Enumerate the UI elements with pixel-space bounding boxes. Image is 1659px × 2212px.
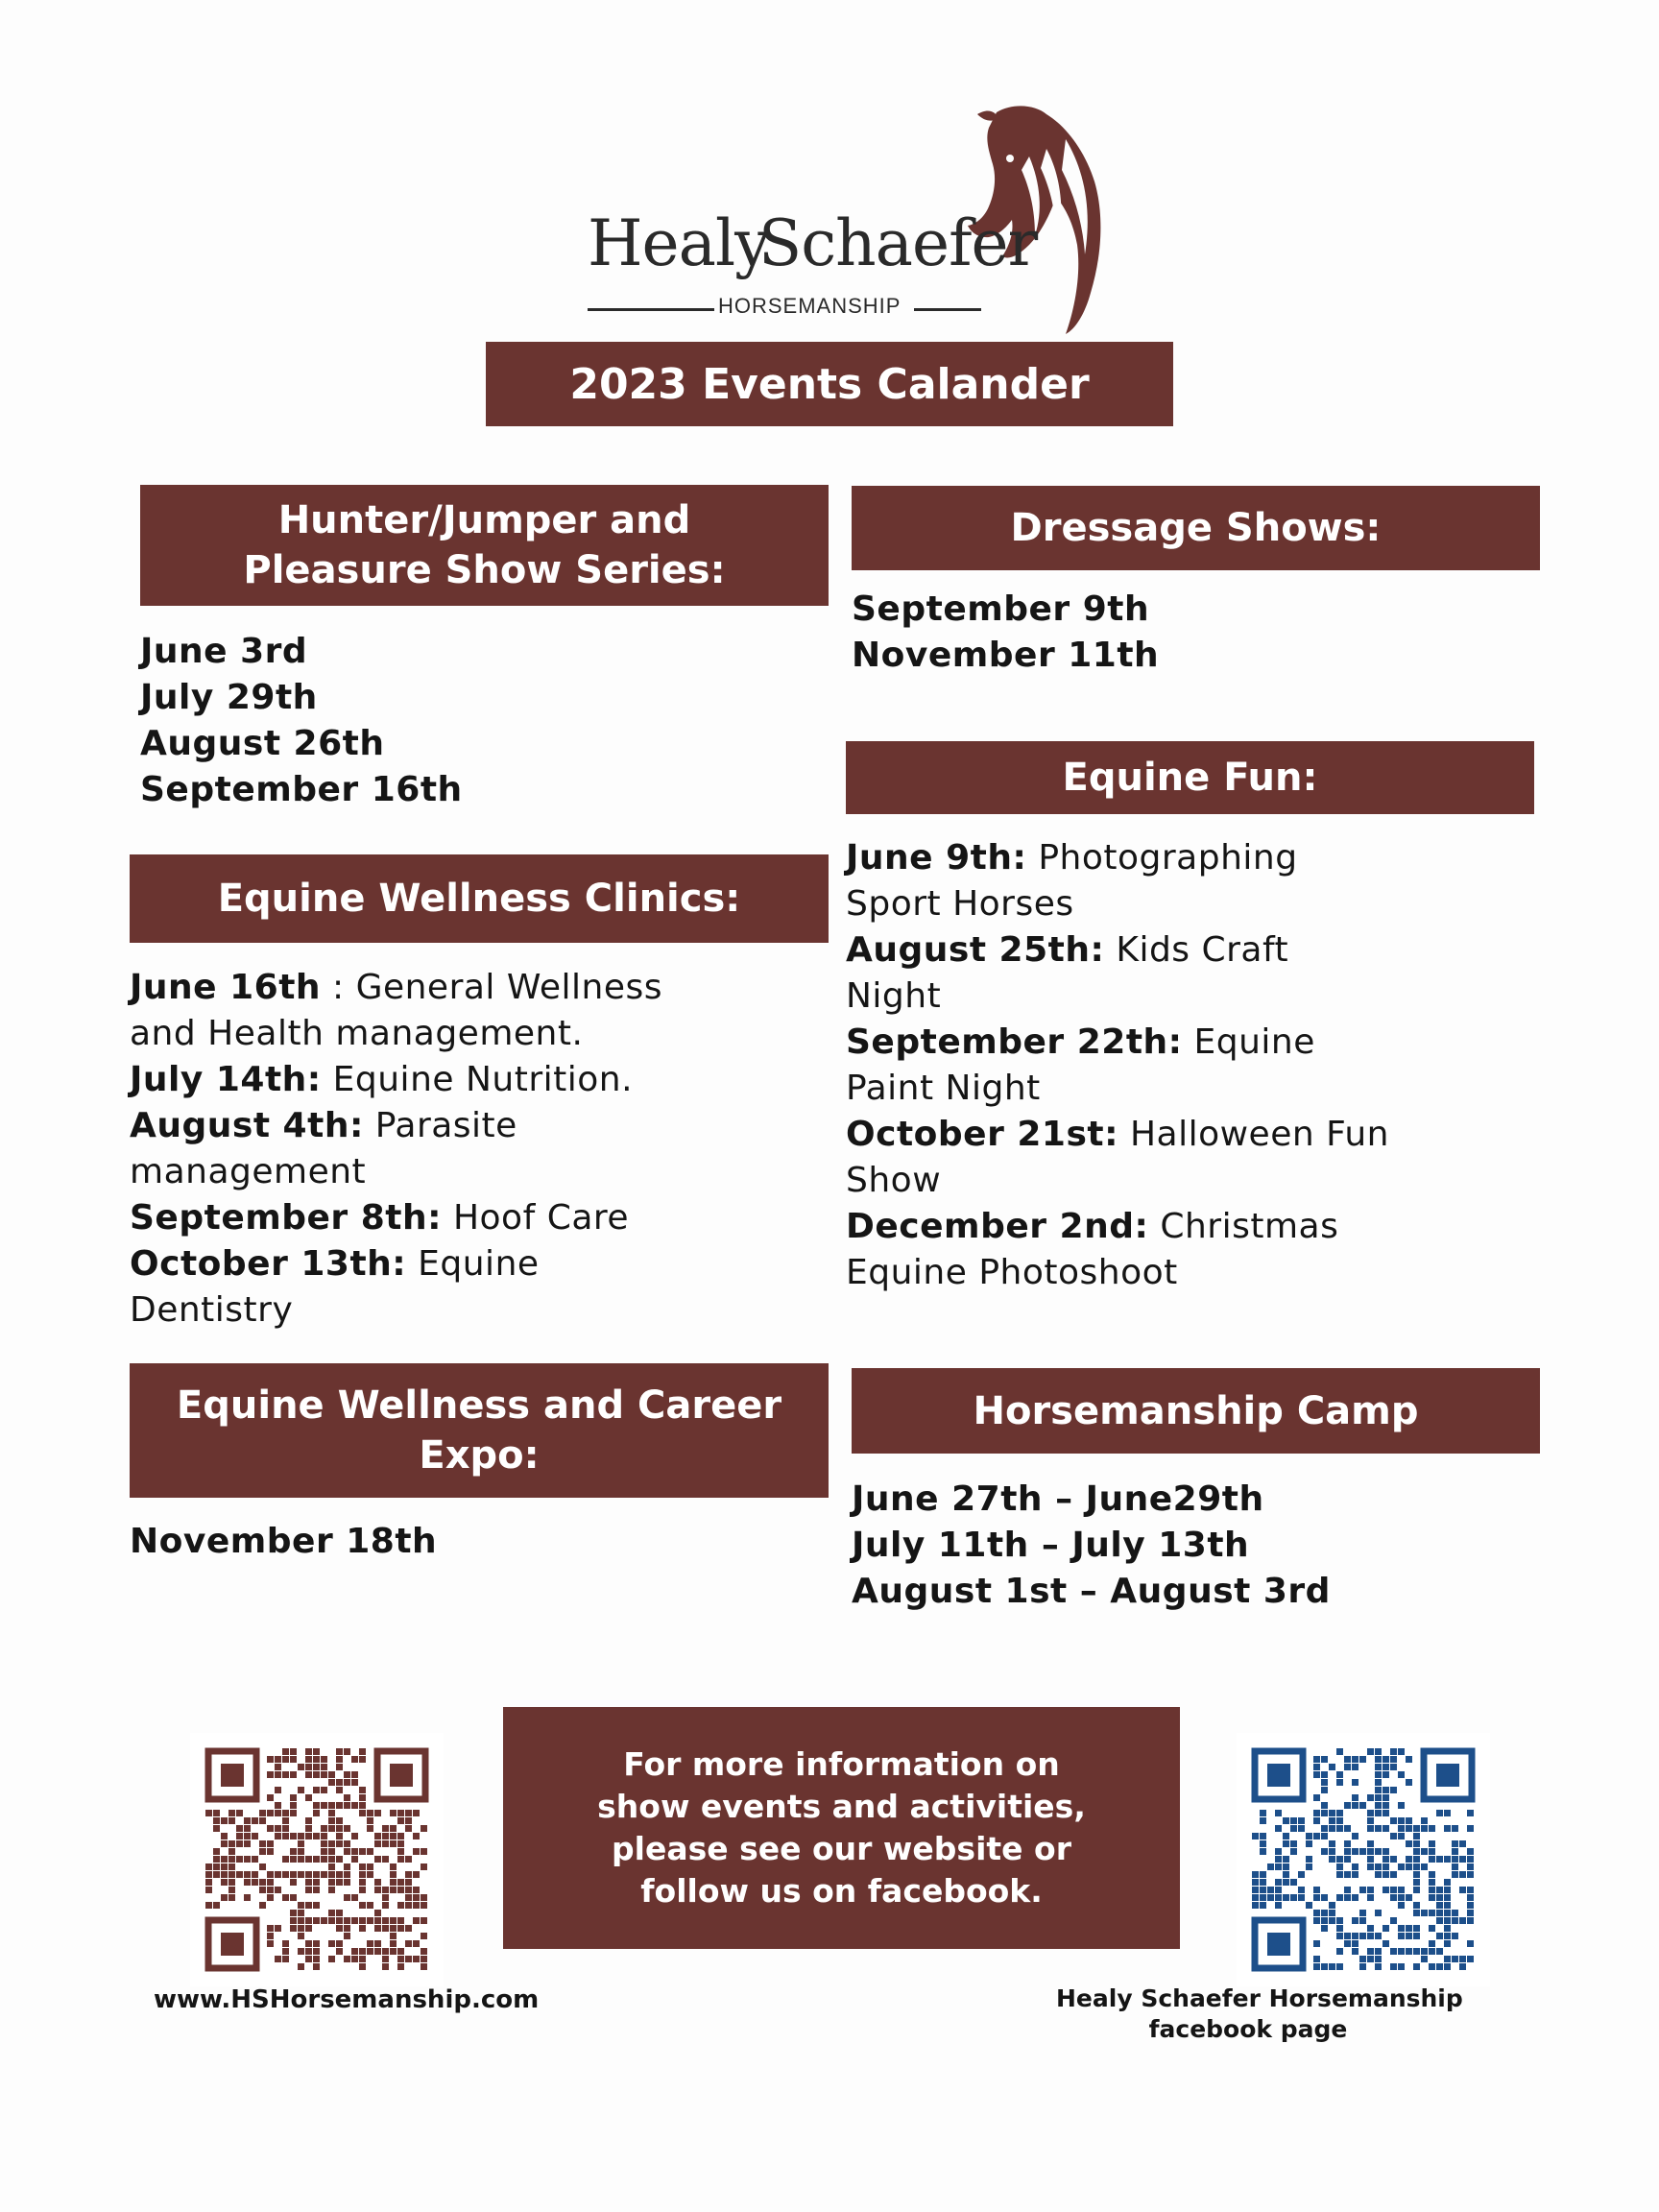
page-title: 2023 Events Calander <box>486 342 1173 426</box>
event-title: Kids Craft <box>1104 930 1289 970</box>
event-date: September 8th: <box>130 1198 443 1238</box>
list-item <box>846 927 1537 974</box>
list-item <box>130 1057 840 1103</box>
brand-subtitle: HORSEMANSHIP <box>718 294 902 318</box>
event-title: Dentistry <box>130 1290 294 1330</box>
event-title: Christmas <box>1148 1207 1339 1246</box>
event-date: September 22th: <box>846 1022 1183 1062</box>
logo <box>576 101 1133 336</box>
list-item: June 27th – June29th <box>852 1479 1264 1519</box>
brand-name-second: Schaefer <box>758 206 1038 280</box>
equine-fun-heading: Equine Fun: <box>846 741 1534 814</box>
event-title: Photographing <box>1026 838 1298 878</box>
list-item <box>846 881 1537 927</box>
dressage-dates <box>852 587 1159 679</box>
event-title: management <box>130 1152 367 1191</box>
event-title: Sport Horses <box>846 884 1074 924</box>
list-item <box>846 974 1537 1020</box>
list-item <box>130 1103 840 1149</box>
list-item <box>130 1287 840 1334</box>
list-item: July 11th – July 13th <box>852 1526 1250 1565</box>
event-date: October 13th: <box>130 1244 407 1284</box>
dressage-heading: Dressage Shows: <box>852 486 1540 570</box>
website-qr-code[interactable] <box>190 1733 444 1986</box>
website-link[interactable]: www.HSHorsemanship.com <box>154 1985 540 2014</box>
event-title: Night <box>846 976 942 1016</box>
facebook-caption[interactable] <box>1056 1984 1463 2045</box>
list-item: November 11th <box>852 636 1160 675</box>
hunter-jumper-heading <box>140 485 829 606</box>
wellness-clinics-heading: Equine Wellness Clinics: <box>130 854 829 943</box>
brand-name-first: Healy <box>588 206 770 280</box>
facebook-qr-code[interactable] <box>1237 1733 1490 1986</box>
facebook-caption-line2: facebook page <box>1148 2015 1348 2043</box>
event-date: June 9th: <box>846 838 1027 878</box>
event-title: Hoof Care <box>442 1198 630 1238</box>
list-item: November 18th <box>130 1522 438 1561</box>
info-line: For more information on <box>623 1745 1060 1783</box>
info-line: please see our website or <box>612 1830 1071 1867</box>
hunter-heading-line1: Hunter/Jumper and <box>277 498 691 542</box>
event-title: Paint Night <box>846 1069 1041 1108</box>
brand-line-right <box>914 308 981 311</box>
event-date: July 14th: <box>130 1060 322 1099</box>
expo-dates <box>130 1519 437 1565</box>
event-title: Equine Nutrition. <box>321 1060 634 1099</box>
event-title: Halloween Fun <box>1118 1115 1389 1154</box>
list-item <box>846 1020 1537 1066</box>
event-date: October 21st: <box>846 1115 1118 1154</box>
hunter-dates <box>140 629 463 813</box>
info-box <box>503 1707 1180 1949</box>
event-title: Show <box>846 1161 942 1200</box>
wellness-clinics-list <box>130 965 840 1334</box>
list-item: September 9th <box>852 589 1150 629</box>
camp-heading: Horsemanship Camp <box>852 1368 1540 1454</box>
list-item: July 29th <box>140 678 318 717</box>
list-item: June 3rd <box>140 632 308 671</box>
facebook-caption-line1: Healy Schaefer Horsemanship <box>1056 1984 1463 2012</box>
expo-heading-line2: Expo: <box>419 1433 540 1478</box>
list-item <box>130 1149 840 1195</box>
list-item <box>846 835 1537 881</box>
qr-code-icon <box>190 1733 444 1986</box>
info-line: show events and activities, <box>597 1788 1086 1825</box>
list-item <box>846 1158 1537 1204</box>
list-item <box>846 1066 1537 1112</box>
qr-code-icon <box>1237 1733 1490 1986</box>
event-title: Parasite <box>363 1106 517 1145</box>
event-date: August 4th: <box>130 1106 364 1145</box>
event-date: December 2nd: <box>846 1207 1149 1246</box>
brand-line-left <box>588 308 714 311</box>
event-title: Equine <box>1182 1022 1315 1062</box>
list-item: August 26th <box>140 724 385 763</box>
event-date: August 25th: <box>846 930 1105 970</box>
camp-dates <box>852 1477 1331 1615</box>
event-title: and Health management. <box>130 1014 584 1053</box>
info-line: follow us on facebook. <box>640 1872 1043 1910</box>
list-item <box>846 1204 1537 1250</box>
hunter-heading-line2: Pleasure Show Series: <box>243 548 726 592</box>
list-item <box>846 1112 1537 1158</box>
list-item <box>846 1250 1537 1296</box>
equine-fun-list <box>846 835 1537 1296</box>
event-title: : General Wellness <box>321 968 662 1007</box>
list-item: August 1st – August 3rd <box>852 1572 1331 1611</box>
event-date: June 16th <box>130 968 322 1007</box>
list-item: September 16th <box>140 770 463 809</box>
list-item <box>130 965 840 1011</box>
list-item <box>130 1195 840 1241</box>
event-title: Equine Photoshoot <box>846 1253 1178 1292</box>
expo-heading-line1: Equine Wellness and Career <box>176 1383 782 1428</box>
expo-heading <box>130 1363 829 1498</box>
list-item <box>130 1011 840 1057</box>
event-title: Equine <box>406 1244 540 1284</box>
list-item <box>130 1241 840 1287</box>
